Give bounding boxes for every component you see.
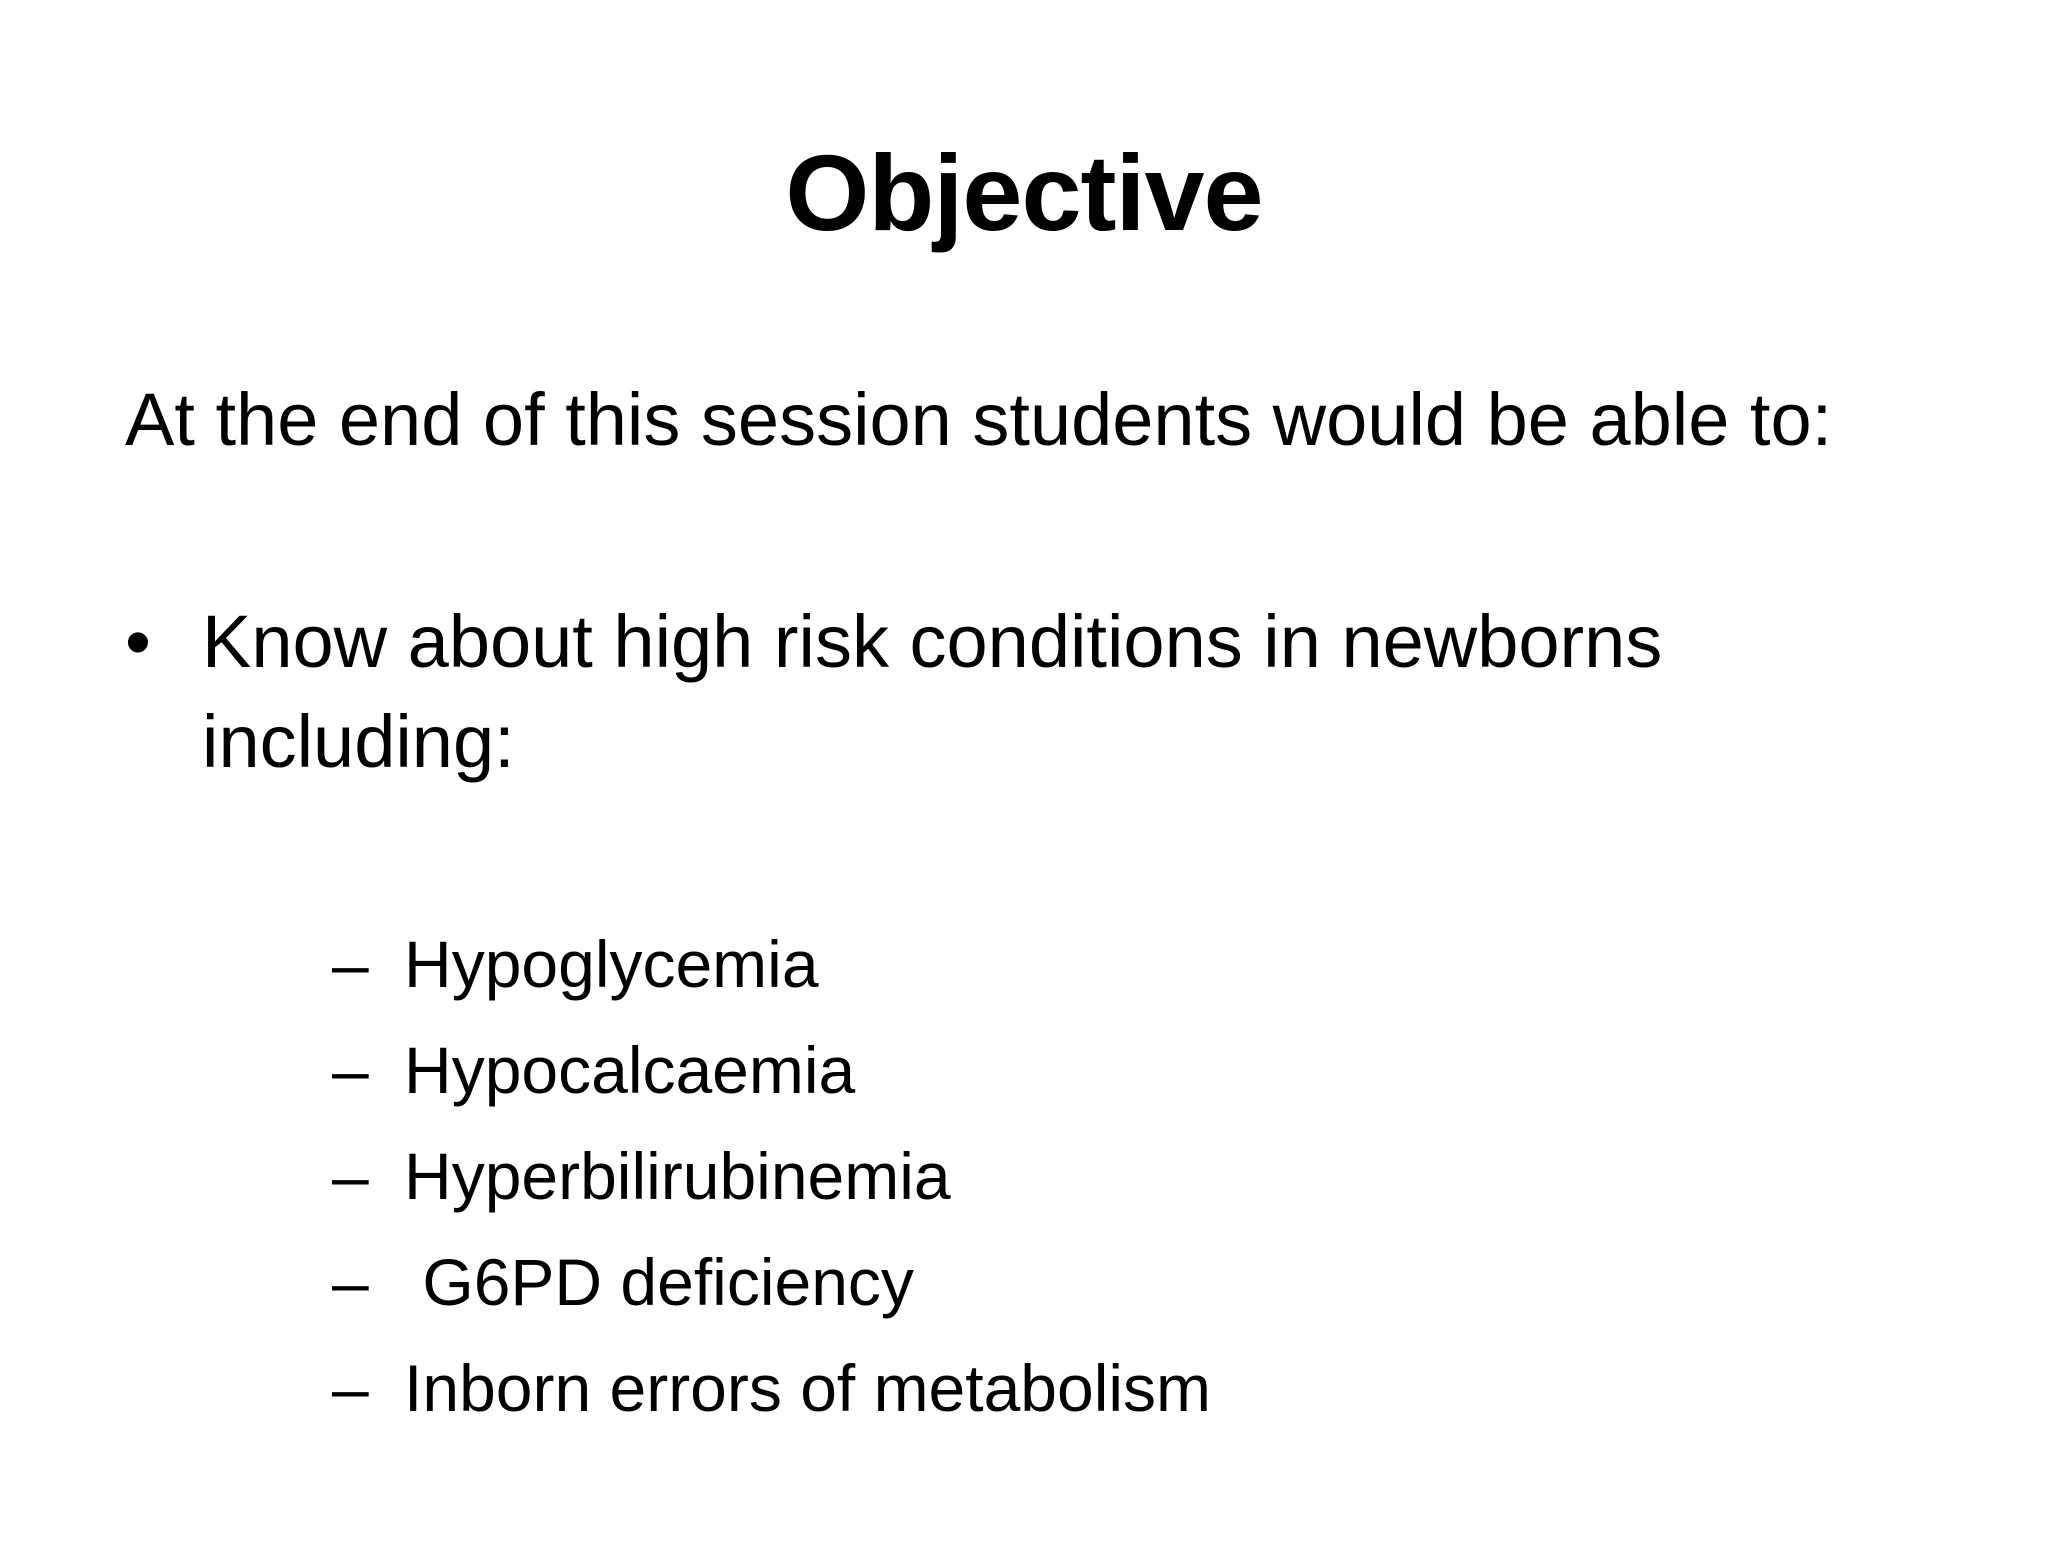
list-item bbox=[222, 805, 1722, 1001]
list-item bbox=[222, 1229, 1722, 1425]
list-item bbox=[222, 911, 1722, 1107]
list-item-text: Hypoglycemia bbox=[404, 927, 819, 1001]
list-item bbox=[222, 1017, 1722, 1213]
bullet-text: Know about high risk conditions in newborns including: bbox=[202, 600, 1663, 783]
intro-text: At the end of this session students would be able to: bbox=[125, 378, 1833, 461]
condition-list bbox=[222, 805, 1722, 1425]
list-item-text: G6PD deficiency bbox=[404, 1245, 914, 1319]
dash-marker: – bbox=[332, 1351, 369, 1425]
list-item-text: Hyperbilirubinemia bbox=[404, 1139, 951, 1213]
bullet-marker: • bbox=[125, 600, 151, 683]
list-item bbox=[222, 1123, 1722, 1319]
dash-marker: – bbox=[332, 1139, 369, 1213]
dash-marker: – bbox=[332, 1245, 369, 1319]
list-item-text: Hypocalcaemia bbox=[404, 1033, 856, 1107]
slide-title: Objective bbox=[785, 132, 1263, 253]
dash-marker: – bbox=[332, 927, 369, 1001]
dash-marker: – bbox=[332, 1033, 369, 1107]
list-item-text: Inborn errors of metabolism bbox=[404, 1351, 1212, 1425]
